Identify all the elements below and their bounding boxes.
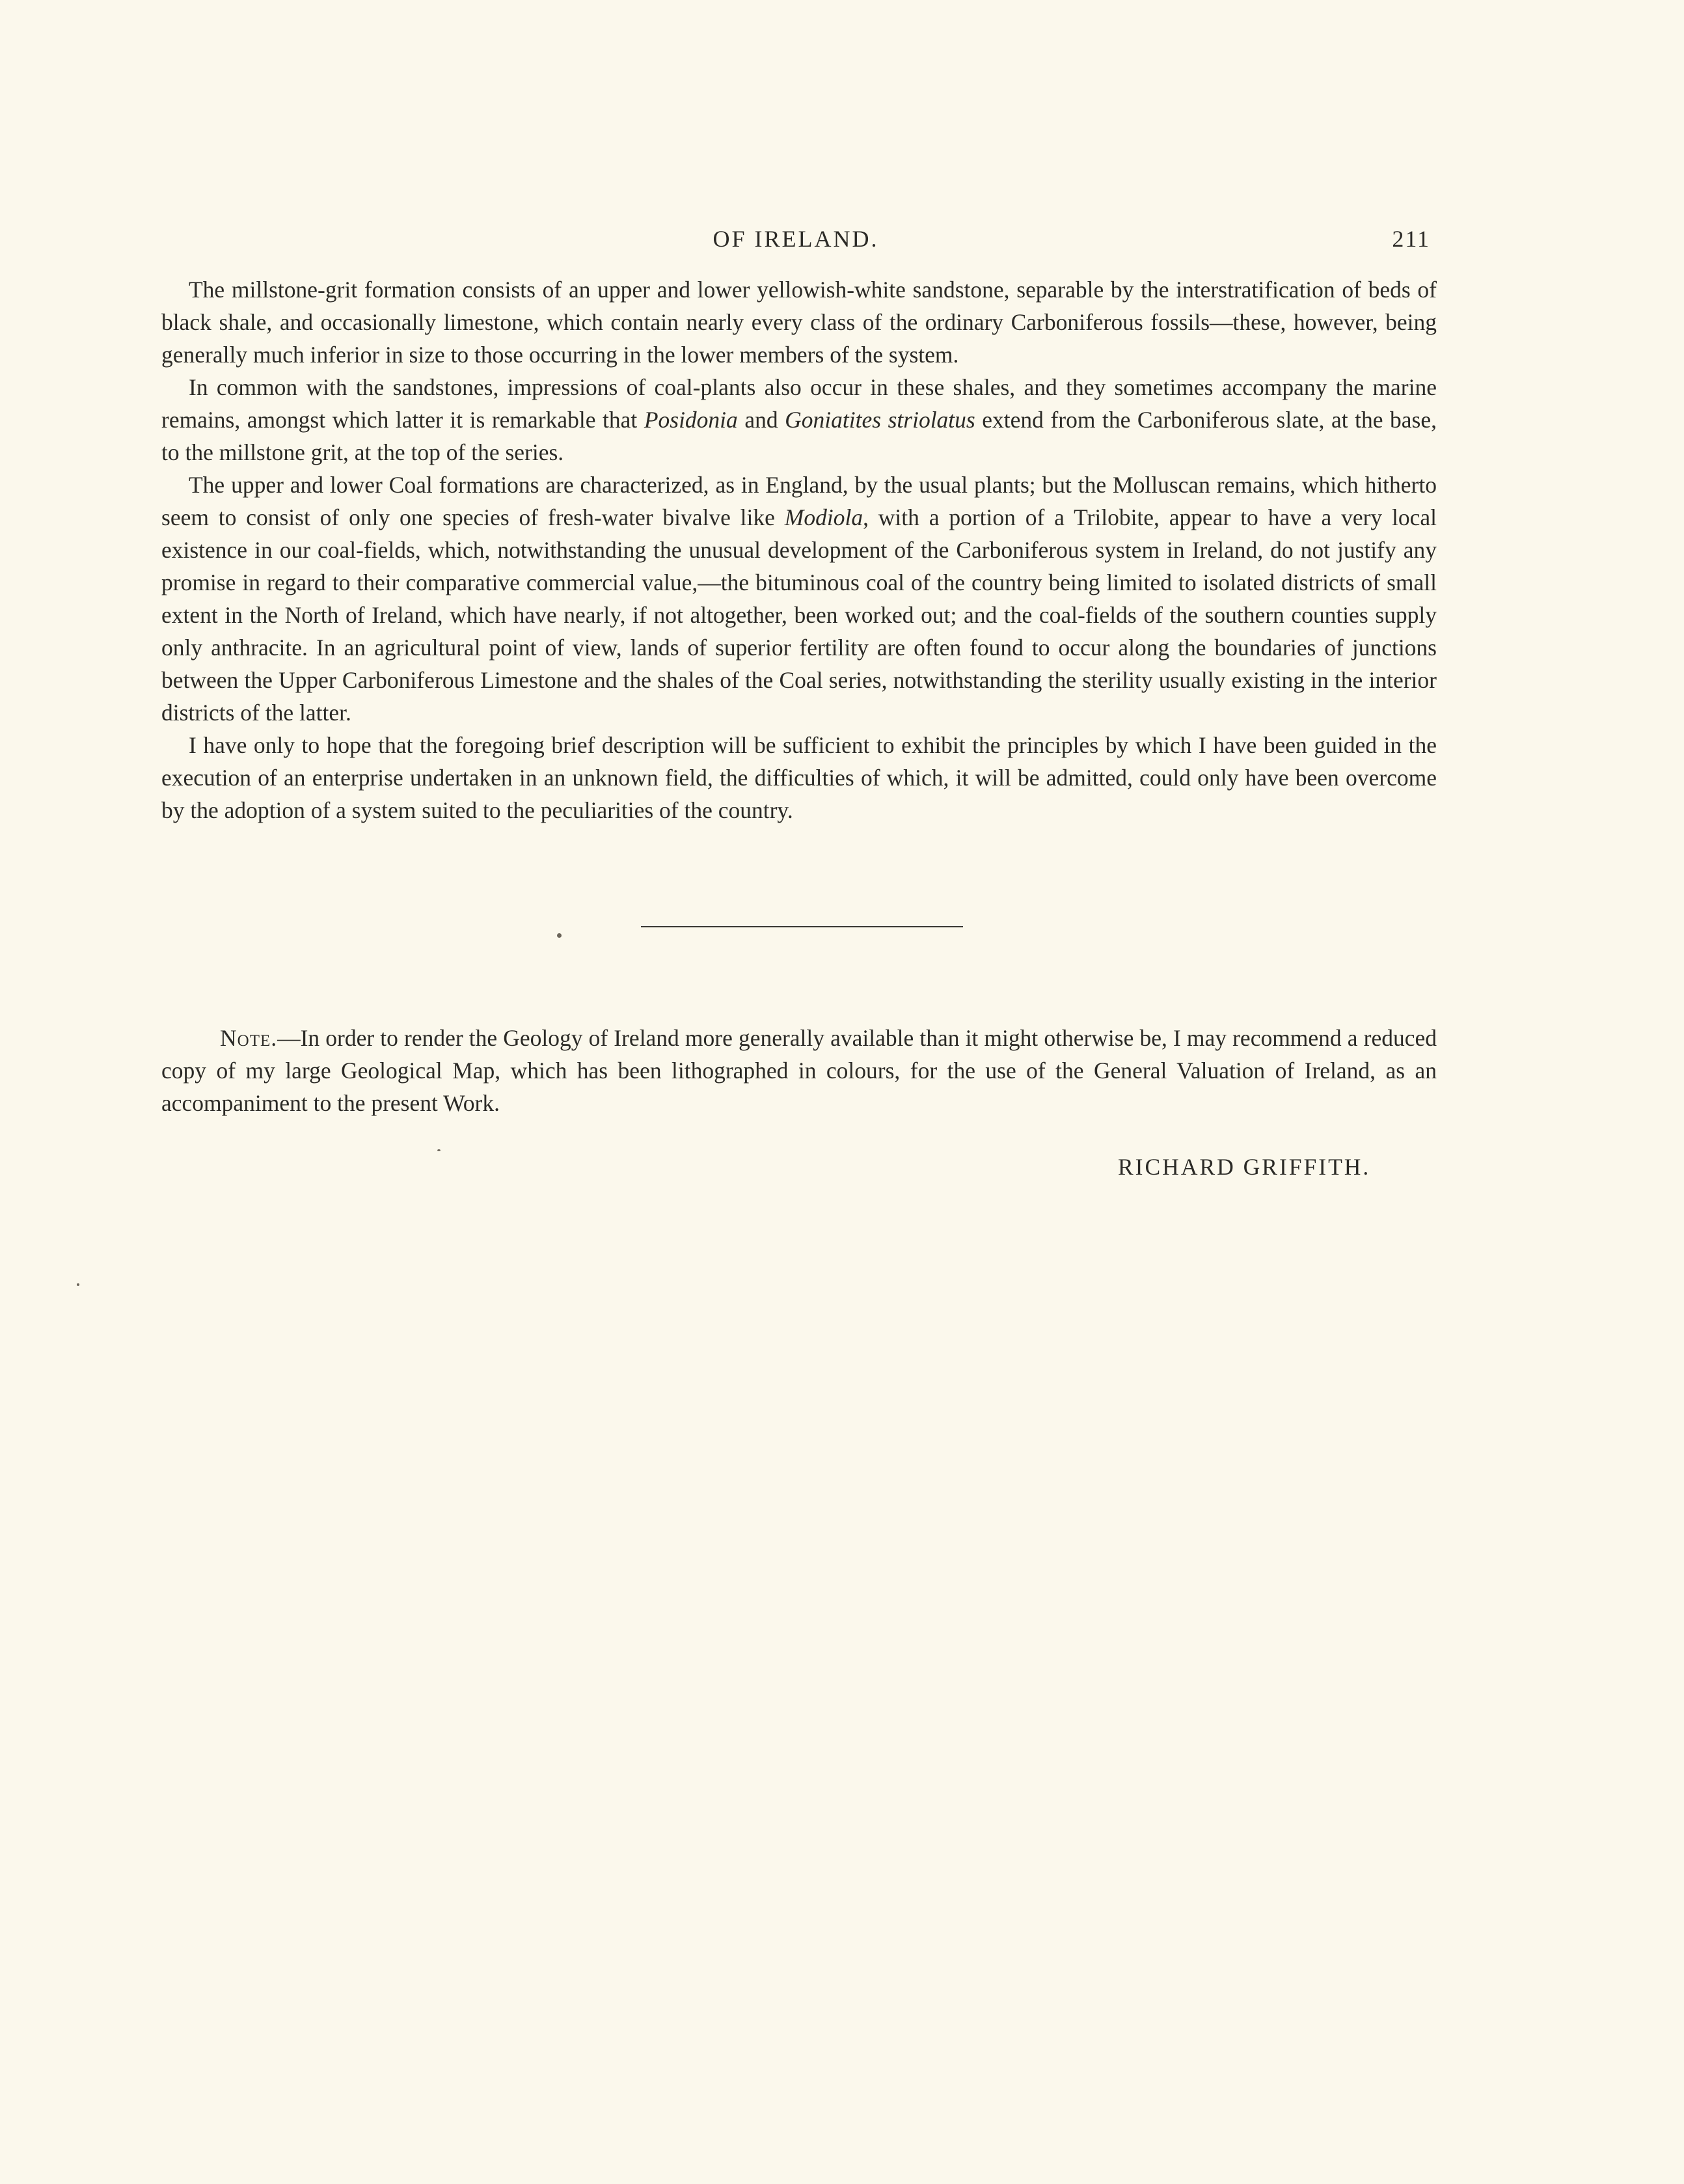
note-block	[161, 1022, 1437, 1119]
running-title: OF IRELAND.	[713, 226, 879, 252]
paragraph-text: I have only to hope that the foregoing brief description will be sufficient to exhibit the principles by which I have been guided in the execution of an enterprise undertaken in an unknown field, the difficulties of which, it will be admitted, could only have been overcome by the adoption of a system suited to the peculiarities of the country.	[161, 732, 1437, 823]
author-signature: RICHARD GRIFFITH.	[1118, 1154, 1371, 1180]
section-divider	[641, 926, 963, 927]
body-text	[161, 273, 1437, 826]
paragraph-millstone-grit	[161, 273, 1437, 371]
italic-genus-posidonia: Posidonia	[644, 407, 738, 433]
ink-speck	[557, 933, 562, 938]
note-paragraph	[161, 1022, 1437, 1119]
paragraph-conclusion	[161, 729, 1437, 826]
paragraph-text: extend from the Carboniferous slate, at the base, to the millstone grit, at the top of the series.	[161, 407, 1437, 465]
paragraph-text: , with a portion of a Trilobite, appear to have a very local existence in our coal-fields, which, notwithstanding the unusual development of the Carboniferous system in Ireland, do not justify any promise in regard to their comparative commercial value,—the bituminous coal of the country being limited to isolated districts of small extent in the North of Ireland, which have nearly, if not altogether, been worked out; and the coal-fields of the southern counties supply only anthracite. In an agricultural point of view, lands of superior fertility are often found to occur along the boundaries of junctions between the Upper Carboniferous Limestone and the shales of the Coal series, notwithstanding the sterility usually existing in the interior districts of the latter.	[161, 504, 1437, 726]
paragraph-coal-plants	[161, 371, 1437, 469]
paragraph-coal-formations	[161, 469, 1437, 729]
paragraph-text: and	[737, 407, 785, 433]
note-text: —In order to render the Geology of Ireland more generally available than it might otherwise be, I may recommend a reduced copy of my large Geological Map, which has been lithographed in colours, for the use of the General Valuation of Ireland, as an accompaniment to the present Work.	[161, 1025, 1437, 1116]
ink-speck	[77, 1283, 79, 1286]
running-head	[161, 221, 1430, 260]
ink-speck	[437, 1149, 441, 1151]
note-label: Note.	[220, 1025, 278, 1051]
italic-genus-modiola: Modiola	[784, 504, 863, 530]
italic-species-goniatites: Goniatites striolatus	[785, 407, 975, 433]
page-number: 211	[1392, 226, 1430, 252]
paragraph-text: The upper and lower Coal formations are characterized, as in England, by the usual plants; but the Molluscan remains, which hitherto seem to consist of only one species of fresh-water bivalve like	[161, 472, 1437, 530]
paragraph-text: In common with the sandstones, impressions of coal-plants also occur in these shales, and they sometimes accompany the marine remains, amongst which latter it is remarkable that	[161, 374, 1437, 433]
paragraph-text: The millstone-grit formation consists of an upper and lower yellowish-white sandstone, separable by the interstratification of beds of black shale, and occasionally limestone, which contain nearly every class of the ordinary Carboniferous fossils—these, however, being generally much inferior in size to those occurring in the lower members of the system.	[161, 277, 1437, 368]
